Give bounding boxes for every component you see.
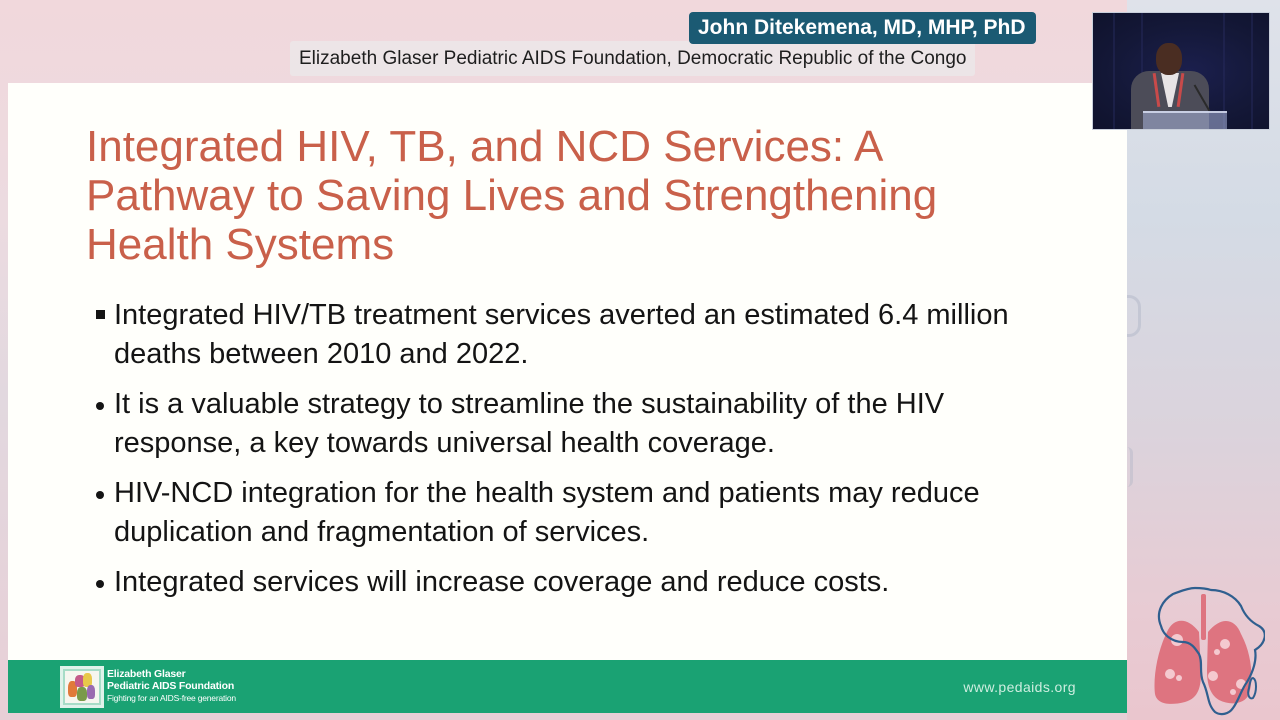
foundation-tagline: Fighting for an AIDS-free generation [107, 693, 236, 703]
speaker-affiliation: Elizabeth Glaser Pediatric AIDS Foundation, Democratic Republic of the Congo [290, 41, 975, 76]
background-decoration [1127, 295, 1141, 337]
bullet-text: Integrated services will increase coverage and reduce costs. [114, 566, 890, 598]
website-url: www.pedaids.org [963, 679, 1076, 695]
slide-footer [8, 660, 1127, 713]
foundation-name [107, 669, 236, 705]
speaker-video-feed [1092, 12, 1270, 130]
bullet-text: HIV-NCD integration for the health system and patients may reduce duplication and fragmentation of services. [114, 477, 980, 548]
bullet-text: Integrated HIV/TB treatment services averted an estimated 6.4 million deaths between 2010 and 2022. [114, 299, 1009, 370]
foundation-name-line1: Elizabeth Glaser [107, 668, 186, 680]
slide-title: Integrated HIV, TB, and NCD Services: A Pathway to Saving Lives and Strengthening Health Systems [86, 122, 938, 269]
speaker-name-badge: John Ditekemena, MD, MHP, PhD [689, 12, 1036, 44]
bullet-item [92, 385, 1052, 463]
podium [1143, 111, 1227, 130]
bullet-text: It is a valuable strategy to streamline the sustainability of the HIV response, a key towards universal health coverage. [114, 388, 945, 459]
foundation-logo-icon [60, 666, 104, 708]
bullet-item [92, 563, 1052, 602]
bullet-item [92, 474, 1052, 552]
foundation-name-line2: Pediatric AIDS Foundation [107, 679, 235, 692]
bullet-item [92, 296, 1052, 374]
lungs-africa-icon [1143, 582, 1265, 717]
background-decoration [1127, 447, 1133, 487]
bullet-list [92, 296, 1052, 613]
